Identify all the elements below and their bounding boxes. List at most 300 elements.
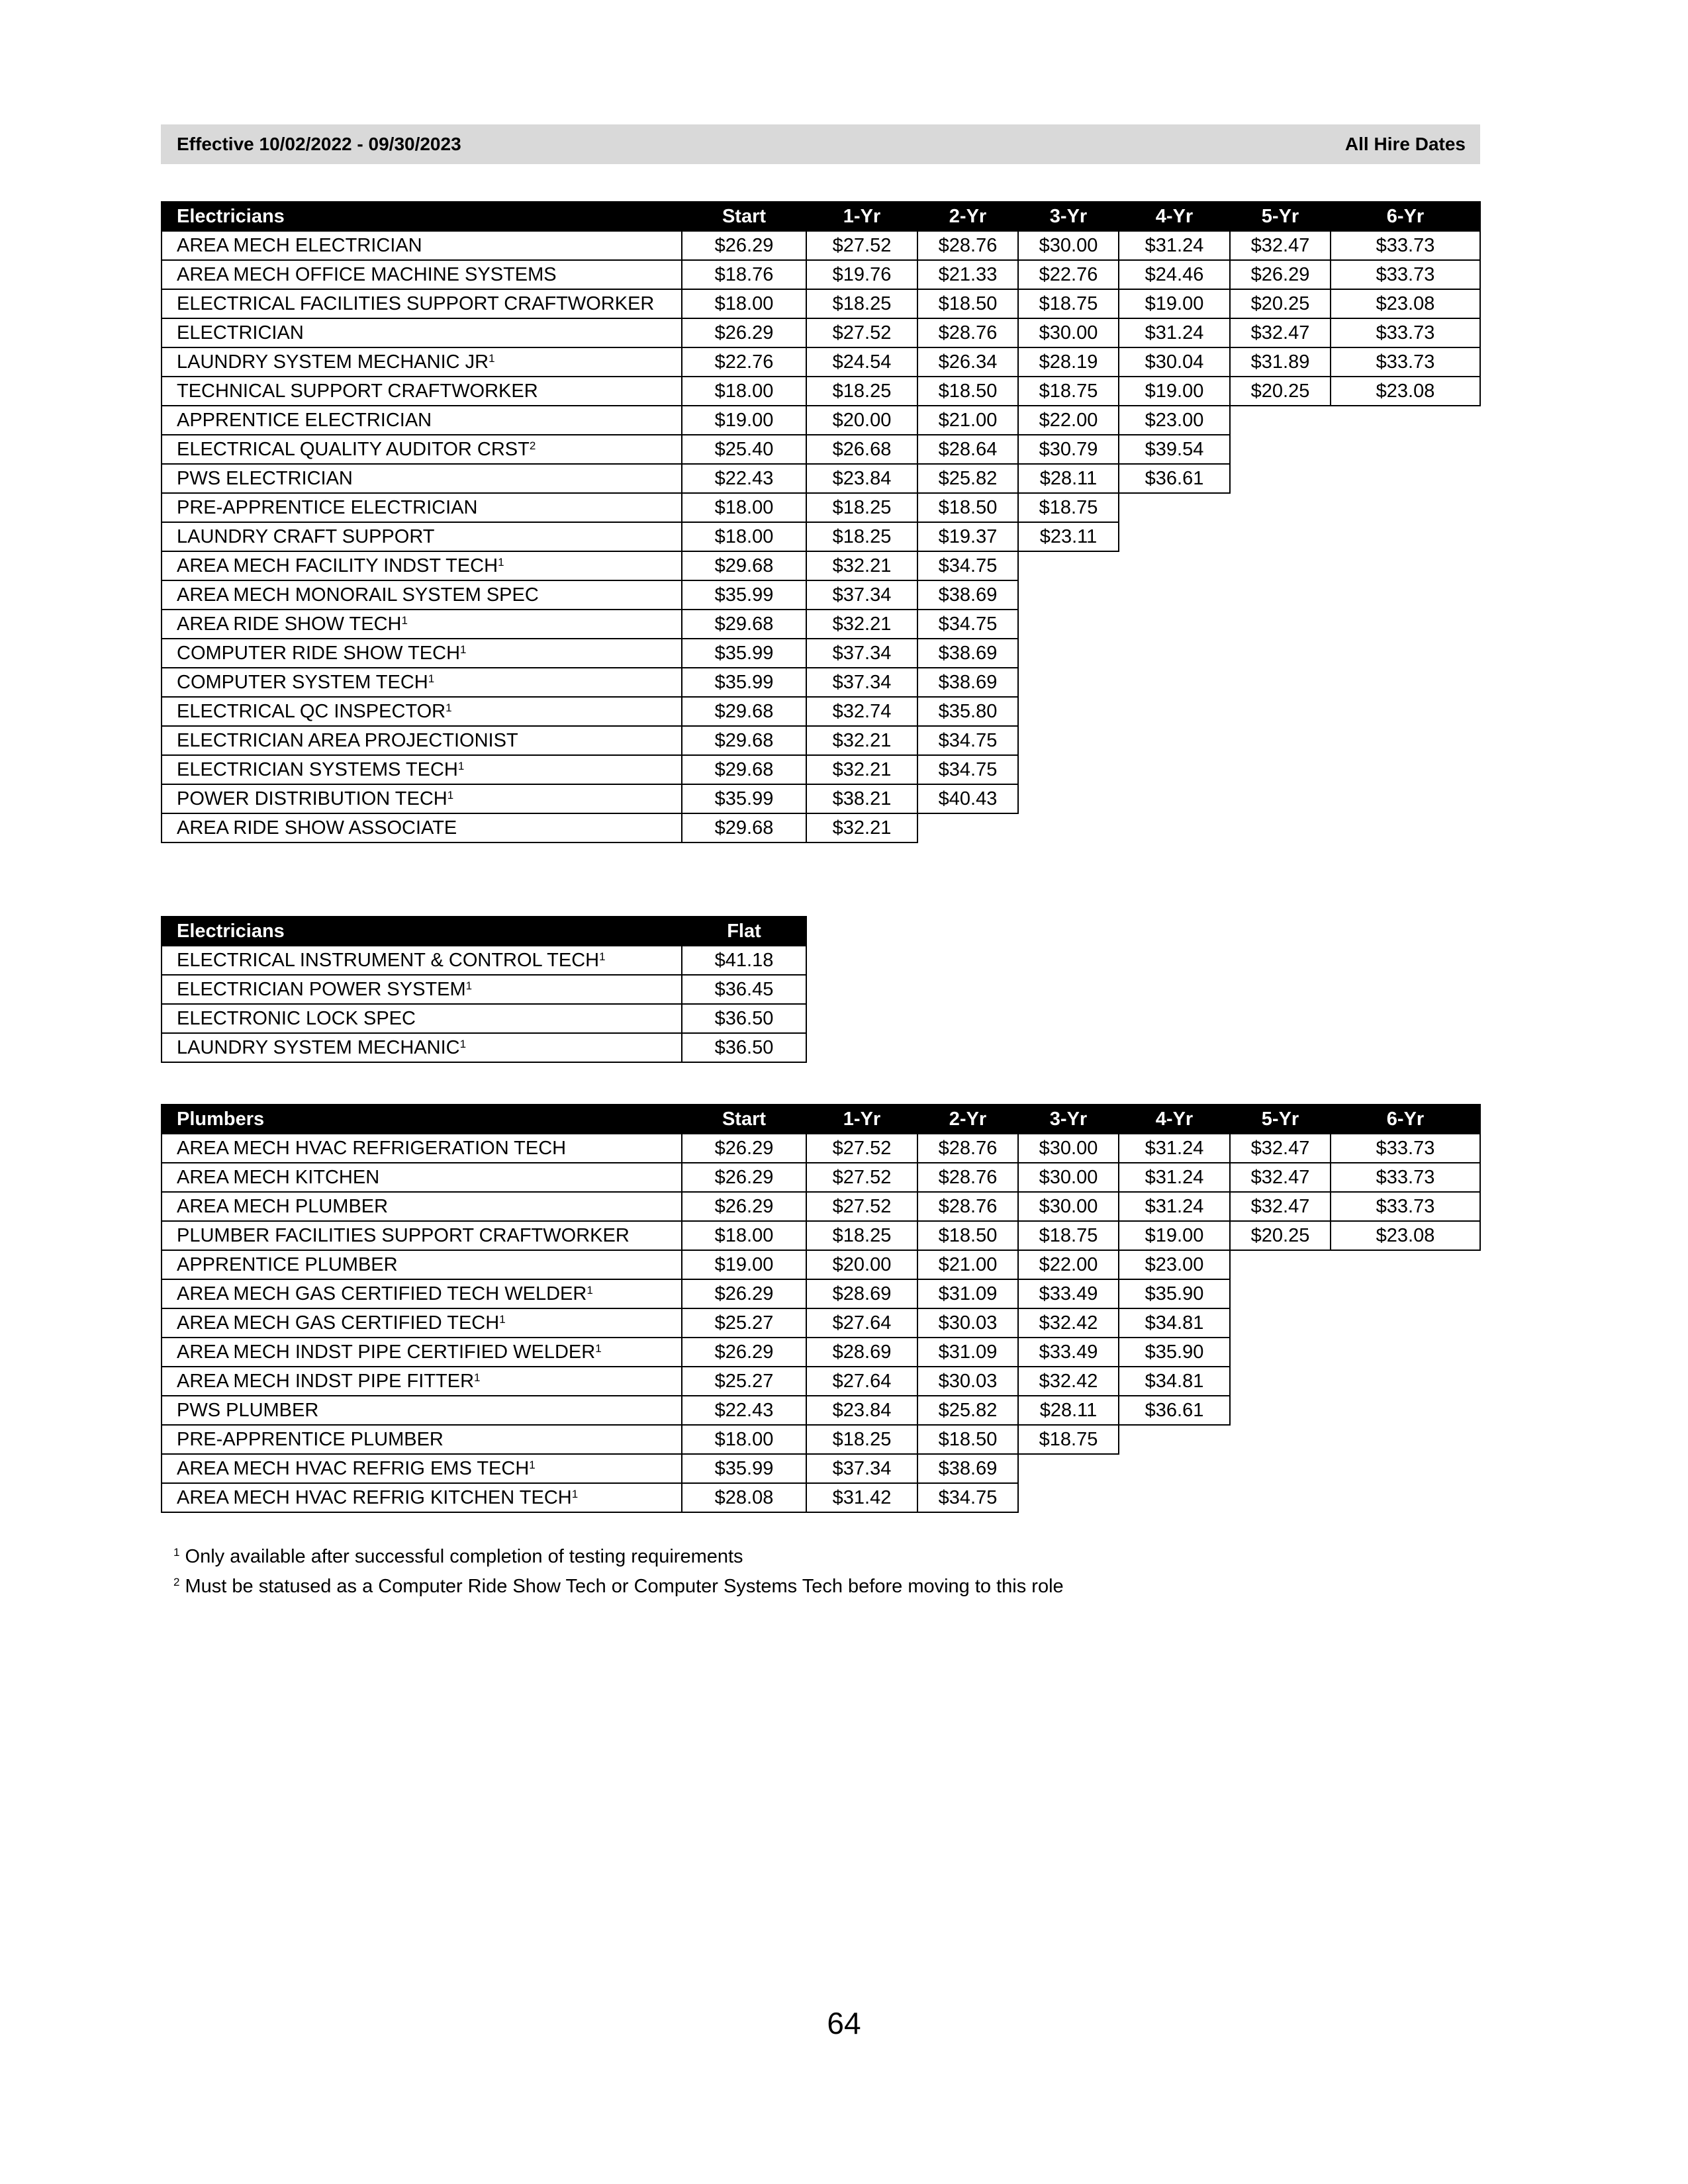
empty-cell bbox=[1230, 1483, 1331, 1512]
job-title-cell bbox=[162, 551, 682, 580]
table-row bbox=[162, 946, 806, 975]
rate-cell: $37.34 bbox=[806, 668, 917, 697]
job-title-cell bbox=[162, 639, 682, 668]
job-title-cell bbox=[162, 464, 682, 493]
job-title-cell bbox=[162, 1163, 682, 1192]
rate-cell: $25.40 bbox=[682, 435, 806, 464]
job-title: AREA MECH INDST PIPE FITTER bbox=[177, 1370, 475, 1392]
rate-cell: $18.50 bbox=[917, 289, 1018, 318]
rate-cell: $36.61 bbox=[1119, 464, 1230, 493]
column-header-5-yr: 5-Yr bbox=[1230, 1105, 1331, 1134]
job-title: PRE-APPRENTICE PLUMBER bbox=[177, 1428, 444, 1450]
footnote-ref: 1 bbox=[599, 950, 606, 963]
table-row bbox=[162, 1454, 1480, 1483]
rate-cell: $34.81 bbox=[1119, 1367, 1230, 1396]
table-row bbox=[162, 1163, 1480, 1192]
table-row bbox=[162, 726, 1480, 755]
empty-cell bbox=[917, 813, 1018, 842]
job-title-cell bbox=[162, 318, 682, 347]
footnote-ref: 1 bbox=[571, 1487, 579, 1500]
rate-cell: $36.50 bbox=[682, 1004, 806, 1033]
rate-cell: $30.00 bbox=[1018, 231, 1119, 260]
rate-cell: $18.76 bbox=[682, 260, 806, 289]
rate-cell: $18.75 bbox=[1018, 493, 1119, 522]
job-title-cell bbox=[162, 784, 682, 813]
footnote-mark: 2 bbox=[173, 1576, 180, 1588]
table-row bbox=[162, 1425, 1480, 1454]
job-title-cell bbox=[162, 493, 682, 522]
rate-cell: $32.47 bbox=[1230, 318, 1331, 347]
footnote-text: Must be statused as a Computer Ride Show Tech or Computer Systems Tech before moving to this role bbox=[179, 1576, 1064, 1597]
rate-cell: $18.00 bbox=[682, 493, 806, 522]
empty-cell bbox=[1331, 464, 1480, 493]
job-title: ELECTRICAL QC INSPECTOR bbox=[177, 700, 446, 722]
rate-cell: $28.11 bbox=[1018, 1396, 1119, 1425]
table-row bbox=[162, 289, 1480, 318]
rate-cell: $19.00 bbox=[1119, 289, 1230, 318]
footnote-mark: 1 bbox=[173, 1546, 180, 1559]
rate-cell: $31.24 bbox=[1119, 1163, 1230, 1192]
empty-cell bbox=[1230, 464, 1331, 493]
job-title: APPRENTICE ELECTRICIAN bbox=[177, 409, 432, 431]
empty-cell bbox=[1331, 668, 1480, 697]
rate-cell: $22.43 bbox=[682, 1396, 806, 1425]
rate-cell: $28.76 bbox=[917, 1163, 1018, 1192]
rate-cell: $33.49 bbox=[1018, 1279, 1119, 1308]
rate-cell: $30.00 bbox=[1018, 1134, 1119, 1163]
rate-cell: $32.74 bbox=[806, 697, 917, 726]
job-title-cell bbox=[162, 1367, 682, 1396]
rate-cell: $21.33 bbox=[917, 260, 1018, 289]
empty-cell bbox=[1331, 1308, 1480, 1338]
empty-cell bbox=[1230, 813, 1331, 842]
job-title: COMPUTER SYSTEM TECH bbox=[177, 671, 428, 693]
rate-cell: $37.34 bbox=[806, 639, 917, 668]
empty-cell bbox=[1331, 726, 1480, 755]
job-title-cell bbox=[162, 231, 682, 260]
table-row bbox=[162, 377, 1480, 406]
job-title-cell bbox=[162, 1396, 682, 1425]
footnote-ref: 2 bbox=[529, 439, 536, 452]
job-title-cell bbox=[162, 1221, 682, 1250]
rate-cell: $31.24 bbox=[1119, 1134, 1230, 1163]
rate-cell: $28.69 bbox=[806, 1338, 917, 1367]
rate-cell: $26.34 bbox=[917, 347, 1018, 377]
empty-cell bbox=[1230, 1396, 1331, 1425]
empty-cell bbox=[1018, 784, 1119, 813]
rate-cell: $20.25 bbox=[1230, 1221, 1331, 1250]
rate-cell: $18.25 bbox=[806, 522, 917, 551]
rate-cell: $23.00 bbox=[1119, 406, 1230, 435]
empty-cell bbox=[1119, 697, 1230, 726]
rate-cell: $20.25 bbox=[1230, 289, 1331, 318]
rate-cell: $23.00 bbox=[1119, 1250, 1230, 1279]
table-row bbox=[162, 347, 1480, 377]
rate-cell: $19.76 bbox=[806, 260, 917, 289]
empty-cell bbox=[1230, 493, 1331, 522]
rate-cell: $26.29 bbox=[1230, 260, 1331, 289]
table-row bbox=[162, 1396, 1480, 1425]
job-title: POWER DISTRIBUTION TECH bbox=[177, 788, 447, 809]
rate-cell: $30.79 bbox=[1018, 435, 1119, 464]
rate-cell: $31.24 bbox=[1119, 318, 1230, 347]
column-header-start: Start bbox=[682, 1105, 806, 1134]
job-title: APPRENTICE PLUMBER bbox=[177, 1253, 398, 1275]
rate-cell: $26.29 bbox=[682, 1134, 806, 1163]
job-title-cell bbox=[162, 1454, 682, 1483]
rate-cell: $31.09 bbox=[917, 1338, 1018, 1367]
rate-cell: $27.64 bbox=[806, 1308, 917, 1338]
empty-cell bbox=[1230, 1308, 1331, 1338]
rate-cell: $33.73 bbox=[1331, 1192, 1480, 1221]
job-title: AREA MECH PLUMBER bbox=[177, 1195, 389, 1217]
rate-cell: $31.89 bbox=[1230, 347, 1331, 377]
rate-cell: $36.61 bbox=[1119, 1396, 1230, 1425]
table-header-row bbox=[162, 202, 1480, 231]
rate-cell: $22.00 bbox=[1018, 406, 1119, 435]
job-title: ELECTRONIC LOCK SPEC bbox=[177, 1007, 416, 1029]
empty-cell bbox=[1119, 813, 1230, 842]
rate-cell: $39.54 bbox=[1119, 435, 1230, 464]
table-row bbox=[162, 1250, 1480, 1279]
job-title: ELECTRICAL FACILITIES SUPPORT CRAFTWORKER bbox=[177, 293, 655, 314]
rate-cell: $27.52 bbox=[806, 1192, 917, 1221]
job-title-cell bbox=[162, 1483, 682, 1512]
column-header-5-yr: 5-Yr bbox=[1230, 202, 1331, 231]
page-number: 64 bbox=[827, 2006, 861, 2040]
job-title-cell bbox=[162, 1033, 682, 1062]
rate-cell: $38.69 bbox=[917, 639, 1018, 668]
job-title: PRE-APPRENTICE ELECTRICIAN bbox=[177, 496, 478, 518]
table-row bbox=[162, 1134, 1480, 1163]
rate-cell: $38.69 bbox=[917, 580, 1018, 610]
footnote-ref: 1 bbox=[529, 1458, 536, 1471]
rate-cell: $19.00 bbox=[682, 406, 806, 435]
footnote-ref: 1 bbox=[498, 555, 504, 569]
rate-cell: $25.27 bbox=[682, 1367, 806, 1396]
rate-cell: $18.00 bbox=[682, 1221, 806, 1250]
rate-cell: $21.00 bbox=[917, 1250, 1018, 1279]
rate-cell: $35.80 bbox=[917, 697, 1018, 726]
footnote-ref: 1 bbox=[428, 672, 435, 685]
rate-cell: $26.68 bbox=[806, 435, 917, 464]
empty-cell bbox=[1331, 406, 1480, 435]
empty-cell bbox=[1119, 668, 1230, 697]
job-title: ELECTRICIAN bbox=[177, 322, 304, 343]
empty-cell bbox=[1230, 1279, 1331, 1308]
rate-cell: $26.29 bbox=[682, 1192, 806, 1221]
table-row bbox=[162, 1308, 1480, 1338]
column-header-6-yr: 6-Yr bbox=[1331, 202, 1480, 231]
job-title-cell bbox=[162, 1192, 682, 1221]
footnote-ref: 1 bbox=[447, 788, 454, 801]
table-row bbox=[162, 813, 1480, 842]
empty-cell bbox=[1119, 726, 1230, 755]
empty-cell bbox=[1331, 639, 1480, 668]
rate-cell: $27.52 bbox=[806, 231, 917, 260]
job-title: AREA MECH GAS CERTIFIED TECH bbox=[177, 1312, 500, 1334]
rate-cell: $33.73 bbox=[1331, 260, 1480, 289]
empty-cell bbox=[1331, 1279, 1480, 1308]
footnote-ref: 1 bbox=[465, 979, 473, 992]
column-header-title: Plumbers bbox=[162, 1105, 682, 1134]
job-title: ELECTRICAL INSTRUMENT & CONTROL TECH bbox=[177, 949, 600, 971]
footnote-ref: 1 bbox=[445, 701, 452, 714]
rate-cell: $23.84 bbox=[806, 1396, 917, 1425]
column-header-flat: Flat bbox=[682, 917, 806, 946]
rate-cell: $31.24 bbox=[1119, 231, 1230, 260]
rate-cell: $27.52 bbox=[806, 318, 917, 347]
rate-cell: $28.69 bbox=[806, 1279, 917, 1308]
empty-cell bbox=[1331, 610, 1480, 639]
table-row bbox=[162, 784, 1480, 813]
rate-cell: $18.75 bbox=[1018, 1425, 1119, 1454]
column-header-title: Electricians bbox=[162, 202, 682, 231]
rate-cell: $18.25 bbox=[806, 1221, 917, 1250]
table-row bbox=[162, 1004, 806, 1033]
footnote-1 bbox=[173, 1542, 743, 1571]
job-title-cell bbox=[162, 347, 682, 377]
rate-cell: $25.27 bbox=[682, 1308, 806, 1338]
rate-cell: $32.21 bbox=[806, 726, 917, 755]
job-title: AREA RIDE SHOW ASSOCIATE bbox=[177, 817, 457, 839]
job-title-cell bbox=[162, 406, 682, 435]
job-title: PLUMBER FACILITIES SUPPORT CRAFTWORKER bbox=[177, 1224, 630, 1246]
rate-cell: $18.25 bbox=[806, 377, 917, 406]
rate-cell: $19.37 bbox=[917, 522, 1018, 551]
empty-cell bbox=[1230, 522, 1331, 551]
job-title-cell bbox=[162, 975, 682, 1004]
rate-cell: $30.00 bbox=[1018, 1163, 1119, 1192]
table-row bbox=[162, 406, 1480, 435]
job-title-cell bbox=[162, 377, 682, 406]
empty-cell bbox=[1119, 1454, 1230, 1483]
hire-dates-label: All Hire Dates bbox=[1344, 134, 1466, 154]
rate-cell: $21.00 bbox=[917, 406, 1018, 435]
rate-cell: $23.84 bbox=[806, 464, 917, 493]
job-title: PWS PLUMBER bbox=[177, 1399, 319, 1421]
empty-cell bbox=[1331, 1367, 1480, 1396]
rate-cell: $29.68 bbox=[682, 755, 806, 784]
rate-cell: $41.18 bbox=[682, 946, 806, 975]
effective-dates: Effective 10/02/2022 - 09/30/2023 bbox=[177, 134, 461, 154]
rate-cell: $33.73 bbox=[1331, 1163, 1480, 1192]
job-title-cell bbox=[162, 755, 682, 784]
rate-cell: $33.49 bbox=[1018, 1338, 1119, 1367]
empty-cell bbox=[1119, 639, 1230, 668]
empty-cell bbox=[1119, 1483, 1230, 1512]
column-header-1-yr: 1-Yr bbox=[806, 1105, 917, 1134]
rate-cell: $35.99 bbox=[682, 668, 806, 697]
rate-cell: $29.68 bbox=[682, 726, 806, 755]
job-title: ELECTRICIAN AREA PROJECTIONIST bbox=[177, 729, 518, 751]
table-row bbox=[162, 464, 1480, 493]
empty-cell bbox=[1230, 1425, 1331, 1454]
column-header-6-yr: 6-Yr bbox=[1331, 1105, 1480, 1134]
empty-cell bbox=[1230, 580, 1331, 610]
footnote-ref: 1 bbox=[499, 1312, 506, 1326]
empty-cell bbox=[1018, 1483, 1119, 1512]
job-title: COMPUTER RIDE SHOW TECH bbox=[177, 642, 461, 664]
rate-cell: $20.25 bbox=[1230, 377, 1331, 406]
rate-cell: $35.99 bbox=[682, 639, 806, 668]
empty-cell bbox=[1331, 1250, 1480, 1279]
empty-cell bbox=[1119, 522, 1230, 551]
job-title: LAUNDRY SYSTEM MECHANIC bbox=[177, 1036, 460, 1058]
job-title-cell bbox=[162, 1338, 682, 1367]
rate-cell: $29.68 bbox=[682, 697, 806, 726]
rate-cell: $19.00 bbox=[682, 1250, 806, 1279]
rate-cell: $18.50 bbox=[917, 1425, 1018, 1454]
rate-cell: $34.81 bbox=[1119, 1308, 1230, 1338]
rate-cell: $19.00 bbox=[1119, 1221, 1230, 1250]
rate-cell: $32.21 bbox=[806, 813, 917, 842]
empty-cell bbox=[1018, 610, 1119, 639]
rate-cell: $37.34 bbox=[806, 1454, 917, 1483]
rate-cell: $34.75 bbox=[917, 1483, 1018, 1512]
column-header-4-yr: 4-Yr bbox=[1119, 202, 1230, 231]
empty-cell bbox=[1018, 668, 1119, 697]
job-title: ELECTRICIAN SYSTEMS TECH bbox=[177, 758, 458, 780]
empty-cell bbox=[1119, 551, 1230, 580]
table-row bbox=[162, 1279, 1480, 1308]
electricians-wage-table bbox=[161, 201, 1481, 843]
column-header-2-yr: 2-Yr bbox=[917, 1105, 1018, 1134]
column-header-3-yr: 3-Yr bbox=[1018, 1105, 1119, 1134]
rate-cell: $26.29 bbox=[682, 1279, 806, 1308]
rate-cell: $30.04 bbox=[1119, 347, 1230, 377]
table-row bbox=[162, 610, 1480, 639]
empty-cell bbox=[1331, 1454, 1480, 1483]
rate-cell: $31.24 bbox=[1119, 1192, 1230, 1221]
rate-cell: $28.64 bbox=[917, 435, 1018, 464]
job-title: AREA MECH HVAC REFRIG EMS TECH bbox=[177, 1457, 530, 1479]
job-title: AREA MECH FACILITY INDST TECH bbox=[177, 555, 498, 576]
rate-cell: $32.47 bbox=[1230, 231, 1331, 260]
job-title-cell bbox=[162, 946, 682, 975]
job-title-cell bbox=[162, 668, 682, 697]
rate-cell: $26.29 bbox=[682, 231, 806, 260]
rate-cell: $33.73 bbox=[1331, 347, 1480, 377]
rate-cell: $32.47 bbox=[1230, 1163, 1331, 1192]
empty-cell bbox=[1018, 551, 1119, 580]
column-header-2-yr: 2-Yr bbox=[917, 202, 1018, 231]
rate-cell: $29.68 bbox=[682, 551, 806, 580]
empty-cell bbox=[1230, 610, 1331, 639]
job-title: ELECTRICAL QUALITY AUDITOR CRST bbox=[177, 438, 530, 460]
table-row bbox=[162, 580, 1480, 610]
rate-cell: $32.47 bbox=[1230, 1134, 1331, 1163]
rate-cell: $35.90 bbox=[1119, 1338, 1230, 1367]
rate-cell: $35.99 bbox=[682, 580, 806, 610]
footnote-ref: 1 bbox=[474, 1371, 481, 1384]
job-title: ELECTRICIAN POWER SYSTEM bbox=[177, 978, 466, 1000]
empty-cell bbox=[1230, 1338, 1331, 1367]
rate-cell: $18.50 bbox=[917, 493, 1018, 522]
rate-cell: $38.69 bbox=[917, 668, 1018, 697]
job-title: AREA MECH INDST PIPE CERTIFIED WELDER bbox=[177, 1341, 596, 1363]
rate-cell: $24.46 bbox=[1119, 260, 1230, 289]
empty-cell bbox=[1230, 551, 1331, 580]
empty-cell bbox=[1331, 522, 1480, 551]
empty-cell bbox=[1018, 1454, 1119, 1483]
job-title: AREA MECH ELECTRICIAN bbox=[177, 234, 422, 256]
rate-cell: $20.00 bbox=[806, 406, 917, 435]
job-title-cell bbox=[162, 1250, 682, 1279]
job-title-cell bbox=[162, 813, 682, 842]
effective-banner bbox=[161, 124, 1480, 164]
rate-cell: $34.75 bbox=[917, 755, 1018, 784]
empty-cell bbox=[1119, 784, 1230, 813]
table-row bbox=[162, 318, 1480, 347]
job-title: AREA MECH HVAC REFRIG KITCHEN TECH bbox=[177, 1486, 572, 1508]
empty-cell bbox=[1230, 1454, 1331, 1483]
rate-cell: $18.00 bbox=[682, 377, 806, 406]
empty-cell bbox=[1230, 784, 1331, 813]
empty-cell bbox=[1331, 755, 1480, 784]
rate-cell: $18.75 bbox=[1018, 289, 1119, 318]
table-row bbox=[162, 1338, 1480, 1367]
rate-cell: $28.11 bbox=[1018, 464, 1119, 493]
rate-cell: $33.73 bbox=[1331, 318, 1480, 347]
rate-cell: $28.76 bbox=[917, 231, 1018, 260]
footnote-ref: 1 bbox=[586, 1283, 593, 1297]
rate-cell: $18.00 bbox=[682, 522, 806, 551]
job-title-cell bbox=[162, 1425, 682, 1454]
job-title: AREA MECH MONORAIL SYSTEM SPEC bbox=[177, 584, 539, 606]
table-row bbox=[162, 435, 1480, 464]
empty-cell bbox=[1119, 755, 1230, 784]
rate-cell: $20.00 bbox=[806, 1250, 917, 1279]
rate-cell: $32.42 bbox=[1018, 1308, 1119, 1338]
rate-cell: $18.25 bbox=[806, 1425, 917, 1454]
empty-cell bbox=[1230, 639, 1331, 668]
table-row bbox=[162, 260, 1480, 289]
empty-cell bbox=[1230, 435, 1331, 464]
job-title: AREA RIDE SHOW TECH bbox=[177, 613, 402, 635]
rate-cell: $26.29 bbox=[682, 1163, 806, 1192]
job-title-cell bbox=[162, 1004, 682, 1033]
rate-cell: $22.43 bbox=[682, 464, 806, 493]
rate-cell: $18.75 bbox=[1018, 1221, 1119, 1250]
empty-cell bbox=[1230, 1367, 1331, 1396]
rate-cell: $32.21 bbox=[806, 610, 917, 639]
rate-cell: $35.90 bbox=[1119, 1279, 1230, 1308]
job-title: AREA MECH GAS CERTIFIED TECH WELDER bbox=[177, 1283, 587, 1304]
rate-cell: $32.21 bbox=[806, 755, 917, 784]
footnote-ref: 1 bbox=[401, 614, 408, 627]
empty-cell bbox=[1331, 580, 1480, 610]
rate-cell: $36.45 bbox=[682, 975, 806, 1004]
empty-cell bbox=[1119, 1425, 1230, 1454]
footnote-ref: 1 bbox=[489, 351, 495, 365]
rate-cell: $22.76 bbox=[1018, 260, 1119, 289]
empty-cell bbox=[1018, 580, 1119, 610]
empty-cell bbox=[1331, 493, 1480, 522]
rate-cell: $28.08 bbox=[682, 1483, 806, 1512]
empty-cell bbox=[1331, 551, 1480, 580]
rate-cell: $28.76 bbox=[917, 1192, 1018, 1221]
empty-cell bbox=[1331, 813, 1480, 842]
rate-cell: $36.50 bbox=[682, 1033, 806, 1062]
empty-cell bbox=[1331, 435, 1480, 464]
rate-cell: $18.00 bbox=[682, 1425, 806, 1454]
rate-cell: $29.68 bbox=[682, 813, 806, 842]
rate-cell: $18.50 bbox=[917, 1221, 1018, 1250]
column-header-start: Start bbox=[682, 202, 806, 231]
footnote-2 bbox=[173, 1572, 1064, 1601]
empty-cell bbox=[1230, 1250, 1331, 1279]
